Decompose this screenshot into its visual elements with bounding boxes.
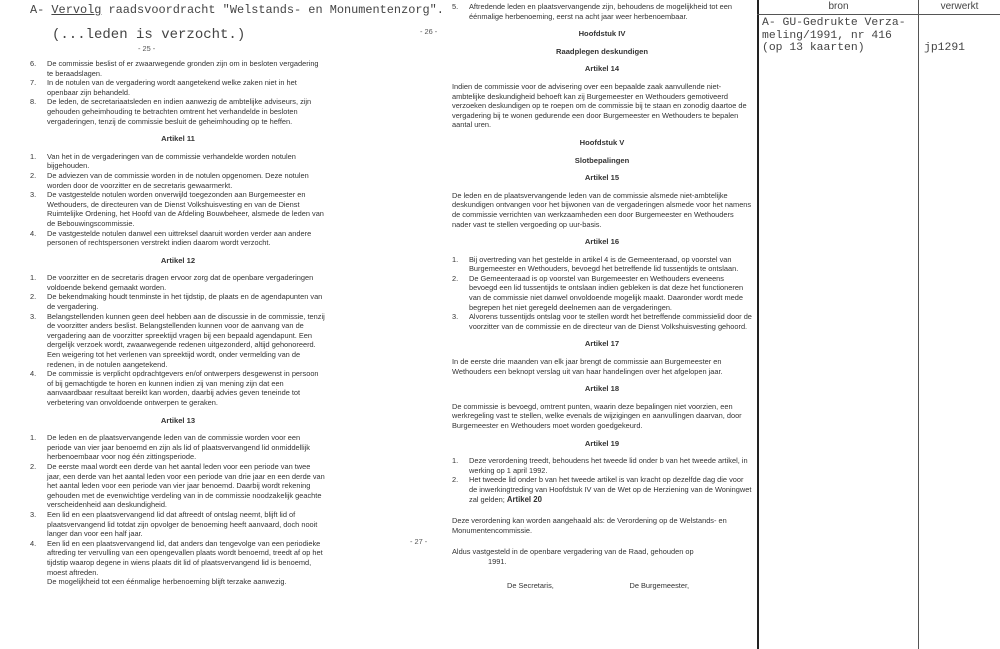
item-text: De vastgestelde notulen danwel een uittreksel daaruit worden verder aan andere personen of rechtspersonen verstrekt indien daarom wordt verzocht. [47, 228, 312, 248]
item-text: Alvorens tussentijds ontslag voor te stellen wordt het betreffende commissielid door de voorzitter van de commissie en de directeur van de Dienst Volkshuisvesting gehoord. [469, 312, 752, 331]
heading-artikel-11: Artikel 11 [161, 134, 195, 144]
left-column [30, 59, 326, 587]
page-number-26: - 26 - [420, 27, 438, 36]
list-item [30, 171, 326, 190]
list-item [452, 2, 752, 21]
title-rest: raadsvoordracht "Welstands- en Monumentenzorg". [108, 3, 444, 17]
item-text: Een lid en een plaatsvervangend lid dat aftreedt of ontslag neemt, blijft lid of plaatsvervangend lid totdat zijn opvolger de benoeming heeft aanvaard, doch nooit langer dan voor een half jaar. [47, 509, 318, 539]
item-number: 4. [30, 369, 37, 379]
item-text: Bij overtreding van het gestelde in artikel 4 is de Gemeenteraad, op voorstel van Burgemeester en Wethouders, bevoegd het betreffende lid tussentijds te ontslaan. [469, 254, 739, 274]
list-item [452, 456, 752, 475]
item-text: In de notulen van de vergadering wordt aangetekend welke zaken niet in het openbaar zijn behandeld. [47, 78, 297, 97]
signatures [452, 581, 752, 591]
card-header-verwerkt: verwerkt [940, 1, 979, 12]
item-number: 1. [452, 254, 459, 264]
item-text: De adviezen van de commissie worden in de notulen opgenomen. Deze notulen worden door de voorzitter en de secretaris gewaarmerkt. [47, 170, 309, 190]
right-column [452, 2, 752, 590]
item-text: De bekendmaking houdt tenminste in het tijdstip, de plaats en de agendapunten van de vergadering. [47, 292, 323, 312]
item-number: 1. [452, 456, 459, 466]
item-number: 1. [30, 151, 37, 161]
item-text: De commissie is verplicht opdrachtgevers en/of ontwerpers desgewenst in persoon of bij gemachtigde te horen en kunnen indien zij van mening zijn dat een aanvaardbaar resultaat bereikt kan worden, daarbij advies geven teneinde tot verbetering van onvoldoende ontwerpen te geraken. [47, 369, 319, 407]
item-number: 6. [30, 59, 37, 68]
heading-artikel-18: Artikel 18 [584, 384, 620, 394]
heading-hoofdstuk-4: Hoofdstuk IV [578, 29, 626, 39]
list-item [30, 78, 326, 97]
heading-artikel-19: Artikel 19 [584, 438, 620, 448]
item-number: 5. [452, 2, 459, 11]
title-underlined: Vervolg [51, 3, 102, 17]
item-text: Het tweede lid onder b van het tweede artikel is van kracht op dezelfde dag die voor de inwerkingtreding van Hoofdstuk IV van de Wet op de Herziening van de Woningwet zal gelden; [469, 475, 752, 504]
artikel-15-text: De leden en de plaatsvervangende leden van de commissie alsmede niet-ambtelijke deskundigen ontvangen voor het bijwonen van de vergaderingen alsmede voor het namens de commissie verrichten van werkzaamheden een door Burgemeester en Wethouders nader vast te stellen vergoeding op uur-basis. [452, 190, 752, 229]
card-bron-entry [762, 17, 906, 55]
item-text: Van het in de vergaderingen van de commissie verhandelde worden notulen bijgehouden. [47, 151, 296, 171]
list-item [452, 475, 752, 504]
card-verwerkt-entry: jp1291 [924, 42, 966, 54]
list-item [30, 539, 326, 577]
item-number: 8. [30, 97, 37, 107]
year-text: 1991. [488, 556, 507, 566]
item-text: De vastgestelde notulen worden onverwijld toegezonden aan Burgemeester en Wethouders, de directeuren van de Dienst Volkshuisvesting en van de Dienst Ruimtelijke Ordening, het Hoofd van de Afdeling Bouwbeheer, alsmede de leden van de Bebouwingscommissie. [47, 190, 324, 228]
heading-raadplegen: Raadplegen deskundigen [556, 46, 648, 56]
bron-line: A- GU-Gedrukte Verza- [762, 17, 906, 29]
heading-slotbepalingen: Slotbepalingen [574, 155, 630, 165]
card-left-border [757, 0, 759, 649]
item-number: 4. [30, 228, 37, 238]
signature-burgemeester: De Burgemeester, [629, 580, 690, 590]
card-column-divider [918, 0, 919, 649]
item-text: De Gemeenteraad is op voorstel van Burgemeester en Wethouders eveneens bevoegd een lid tussentijds te ontslaan indien gebleken is dat deze het functioneren van de commissie niet danwel onvoldoende mogelijk maakt. Daaronder wordt mede begrepen het niet geregeld deelnemen aan de vergaderingen. [469, 273, 744, 312]
list-item [452, 312, 752, 331]
item-number: 2. [30, 170, 37, 180]
signature-secretaris: De Secretaris, [507, 580, 554, 590]
heading-artikel-20: Artikel 20 [506, 494, 542, 504]
item-number: 3. [30, 311, 37, 321]
heading-artikel-14: Artikel 14 [584, 64, 620, 74]
heading-artikel-12: Artikel 12 [160, 255, 196, 265]
closing-sentence: De mogelijkheid tot een éénmalige herbenoeming blijft terzake aanwezig. [47, 577, 287, 587]
item-number: 3. [30, 190, 37, 200]
list-item [30, 152, 326, 171]
item-number: 1. [30, 273, 37, 283]
list-item [30, 190, 326, 228]
item-text: Deze verordening treedt, behoudens het tweede lid onder b van het tweede artikel, in werking op 1 april 1992. [469, 456, 748, 475]
spacer [452, 535, 752, 547]
bron-line: (op 13 kaarten) [762, 42, 865, 54]
bron-line: meling/1991, nr 416 [762, 29, 892, 42]
list-item [30, 510, 326, 539]
artikel-14-text: Indien de commissie voor de advisering over een bepaalde zaak aanvullende niet-ambtelijke deskundigheid behoeft kan zij Burgemeester en Wethouders gemotiveerd verzoeken deskundigen op te roepen om de commissie bij te staan en zonodig daartoe de vergadering bij te wonen gedurende een door Burgemeester en Wethouders te bepalen aantal uren. [452, 81, 747, 130]
heading-artikel-16: Artikel 16 [584, 237, 620, 247]
item-number: 2. [30, 292, 37, 302]
item-number: 4. [30, 538, 37, 548]
page-number-27: - 27 - [410, 537, 428, 546]
artikel-18-text: De commissie is bevoegd, omtrent punten, waarin deze bepalingen niet voorzien, een werkregeling vast te stellen, welke evenals de wijzigingen en aanvullingen daarvan, door Burgemeester en Wethouders moet worden goedgekeurd. [452, 401, 742, 430]
title-prefix: A- [30, 3, 45, 17]
heading-artikel-13: Artikel 13 [160, 415, 196, 425]
page-number-25: - 25 - [138, 44, 156, 53]
item-text: De commissie beslist of er zwaarwegende gronden zijn om in besloten vergadering te beraadslagen. [47, 59, 319, 78]
item-text: De eerste maal wordt een derde van het aantal leden voor een periode van twee jaar, een derde van het aantal leden voor een periode van drie jaar en een derde van het aantal leden voor een periode van vier jaar benoemd. Daarbij wordt rekening gehouden met de evenwichtige verdeling van in de commissie noodzakelijk geachte verscheidenheid aan deskundigheid. [47, 461, 325, 510]
heading-hoofdstuk-5: Hoofdstuk V [579, 137, 625, 147]
list-item [30, 292, 326, 311]
item-text: Belangstellenden kunnen geen deel hebben aan de discussie in de commissie, tenzij de voorzitter anders beslist. Belangstellenden kunnen voor de aanvang van de vergadering aan de voorzitter spreektijd vragen bij een bepaald agendapunt. Een dergelijk verzoek wordt, zwaarwegende redenen uitgezonderd, altijd gehonoreerd. Een weigering tot het verlenen van spreektijd wordt, onder vermelding van de redenen, in de notulen aangetekend. [47, 311, 325, 369]
heading-artikel-17: Artikel 17 [584, 339, 620, 349]
document-subtitle: (...leden is verzocht.) [52, 27, 246, 43]
item-number: 1. [30, 433, 37, 443]
spacer [452, 504, 752, 516]
list-item [30, 97, 326, 126]
item-text: Aftredende leden en plaatsvervangende zijn, behoudens de mogelijkheid tot een éénmalige herbenoeming, eerst na acht jaar weer herbenoembaar. [469, 2, 732, 21]
list-item [30, 229, 326, 248]
heading-artikel-15: Artikel 15 [584, 173, 620, 183]
card-header-line [757, 14, 1000, 15]
artikel-20-text: Deze verordening kan worden aangehaald als: de Verordening op de Welstands- en Monumentencommissie. [452, 516, 727, 535]
artikel-17-text: In de eerste drie maanden van elk jaar brengt de commissie aan Burgemeester en Wethouders een beknopt verslag uit van haar handelingen over het afgelopen jaar. [452, 357, 723, 376]
item-number: 7. [30, 78, 37, 88]
item-text: De leden en de plaatsvervangende leden van de commissie worden voor een periode van vier jaar benoemd en zijn als lid of plaatsvervangend lid onmiddellijk herbenoembaar voor nog één zittingsperiode. [47, 433, 310, 462]
list-item [30, 312, 326, 370]
list-item [452, 274, 752, 312]
list-item [452, 255, 752, 274]
item-number: 3. [30, 509, 37, 519]
card-header-bron: bron [828, 1, 849, 12]
document-title [30, 3, 444, 17]
item-text: De leden, de secretariaatsleden en indien aanwezig de ambtelijke adviseurs, zijn gehouden geheimhouding te betrachten omtrent het verhandelde in besloten vergaderingen, tenzij de commissie besluit de geheimhouding op te heffen. [47, 97, 312, 126]
item-number: 2. [452, 475, 459, 485]
item-text: De voorzitter en de secretaris dragen ervoor zorg dat de openbare vergaderingen voldoende bekend gemaakt worden. [47, 273, 314, 292]
item-text: Een lid en een plaatsvervangend lid, dat anders dan tengevolge van een periodieke aftreding ter vervulling van een opengevallen plaats wordt benoemd, treedt af op het tijdstip waarop degene in wiens plaats dit lid of plaatsvervangend lid is benoemd, moest aftreden. [47, 538, 323, 577]
item-number: 2. [30, 461, 37, 471]
list-item [30, 462, 326, 510]
item-number: 2. [452, 273, 459, 283]
item-number: 3. [452, 312, 459, 322]
list-item [30, 369, 326, 407]
list-item [30, 273, 326, 292]
aldus-text: Aldus vastgesteld in de openbare vergadering van de Raad, gehouden op [452, 547, 694, 557]
list-item [30, 59, 326, 78]
list-item [30, 433, 326, 462]
